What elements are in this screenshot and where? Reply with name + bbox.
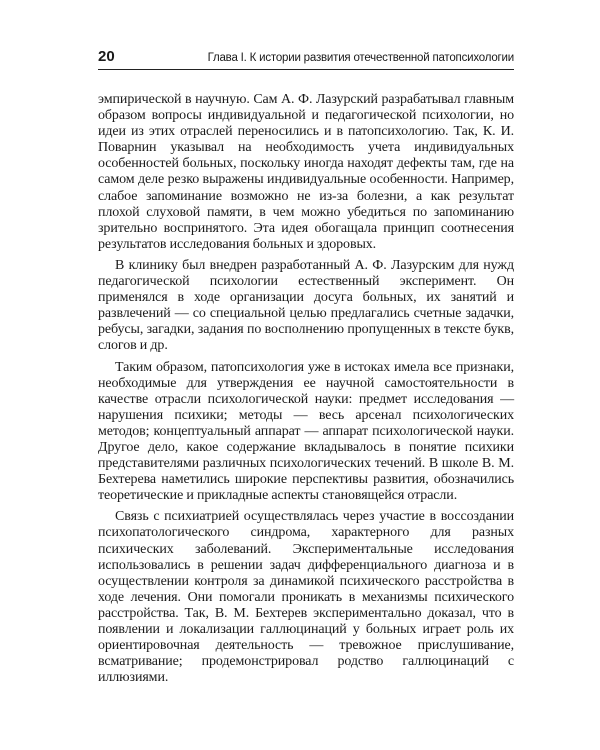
page-number: 20 xyxy=(98,48,115,65)
paragraph-1: эмпирической в научную. Сам А. Ф. Лазурский разрабатывал главным образом вопросы индивидуальной и педагогической психологии, но идеи из этих отраслей переносились и в патопсихологию. Так, К. И. Поварнин указывал на необходимость учета индивидуальных особенностей больных, поскольку иногда находят дефекты там, где на самом деле резко выражены индивидуальные особенности. Например, слабое запоминание возможно не из-за болезни, а как результат плохой слуховой памяти, в чем можно убедиться по запоминанию зрительно воспринятого. Эта идея обогащала принцип соотнесения результатов исследования больных и здоровых. xyxy=(98,92,514,252)
running-head: Глава I. К истории развития отечественной патопсихологии xyxy=(207,52,514,64)
paragraph-2: В клинику был внедрен разработанный А. Ф. Лазурским для нужд педагогической психологии естественный эксперимент. Он применялся в ходе организации досуга больных, их занятий и развлечений — со специальной целью предлагались счетные задачки, ребусы, загадки, задания по восполнению пропущенных в тексте букв, слогов и др. xyxy=(98,257,514,354)
page-header xyxy=(98,44,514,70)
body-text xyxy=(98,92,514,686)
paragraph-3: Таким образом, патопсихология уже в истоках имела все признаки, необходимые для утверждения ее научной самостоятельности в качестве отрасли психологической науки: предмет исследования — нарушения психики; методы — весь арсенал психологических методов; концептуальный аппарат — аппарат психологической науки. Другое дело, какое содержание вкладывалось в понятие психики представителями различных психологических течений. В школе В. М. Бехтерева наметились широкие перспективы развития, обозначились теоретические и прикладные аспекты становящейся отрасли. xyxy=(98,359,514,504)
paragraph-4: Связь с психиатрией осуществлялась через участие в воссоздании психопатологического синдрома, характерного для разных психических заболеваний. Экспериментальные исследования использовались в решении задач дифференциального диагноза и в осуществлении контроля за динамикой психического расстройства в ходе лечения. Они помогали проникать в механизмы психического расстройства. Так, В. М. Бехтерев экспериментально доказал, что в появлении и локализации галлюцинаций у больных играет роль их ориентировочная деятельность — тревожное прислушивание, всматривание; продемонстрировал родство галлюцинаций с иллюзиями. xyxy=(98,509,514,686)
